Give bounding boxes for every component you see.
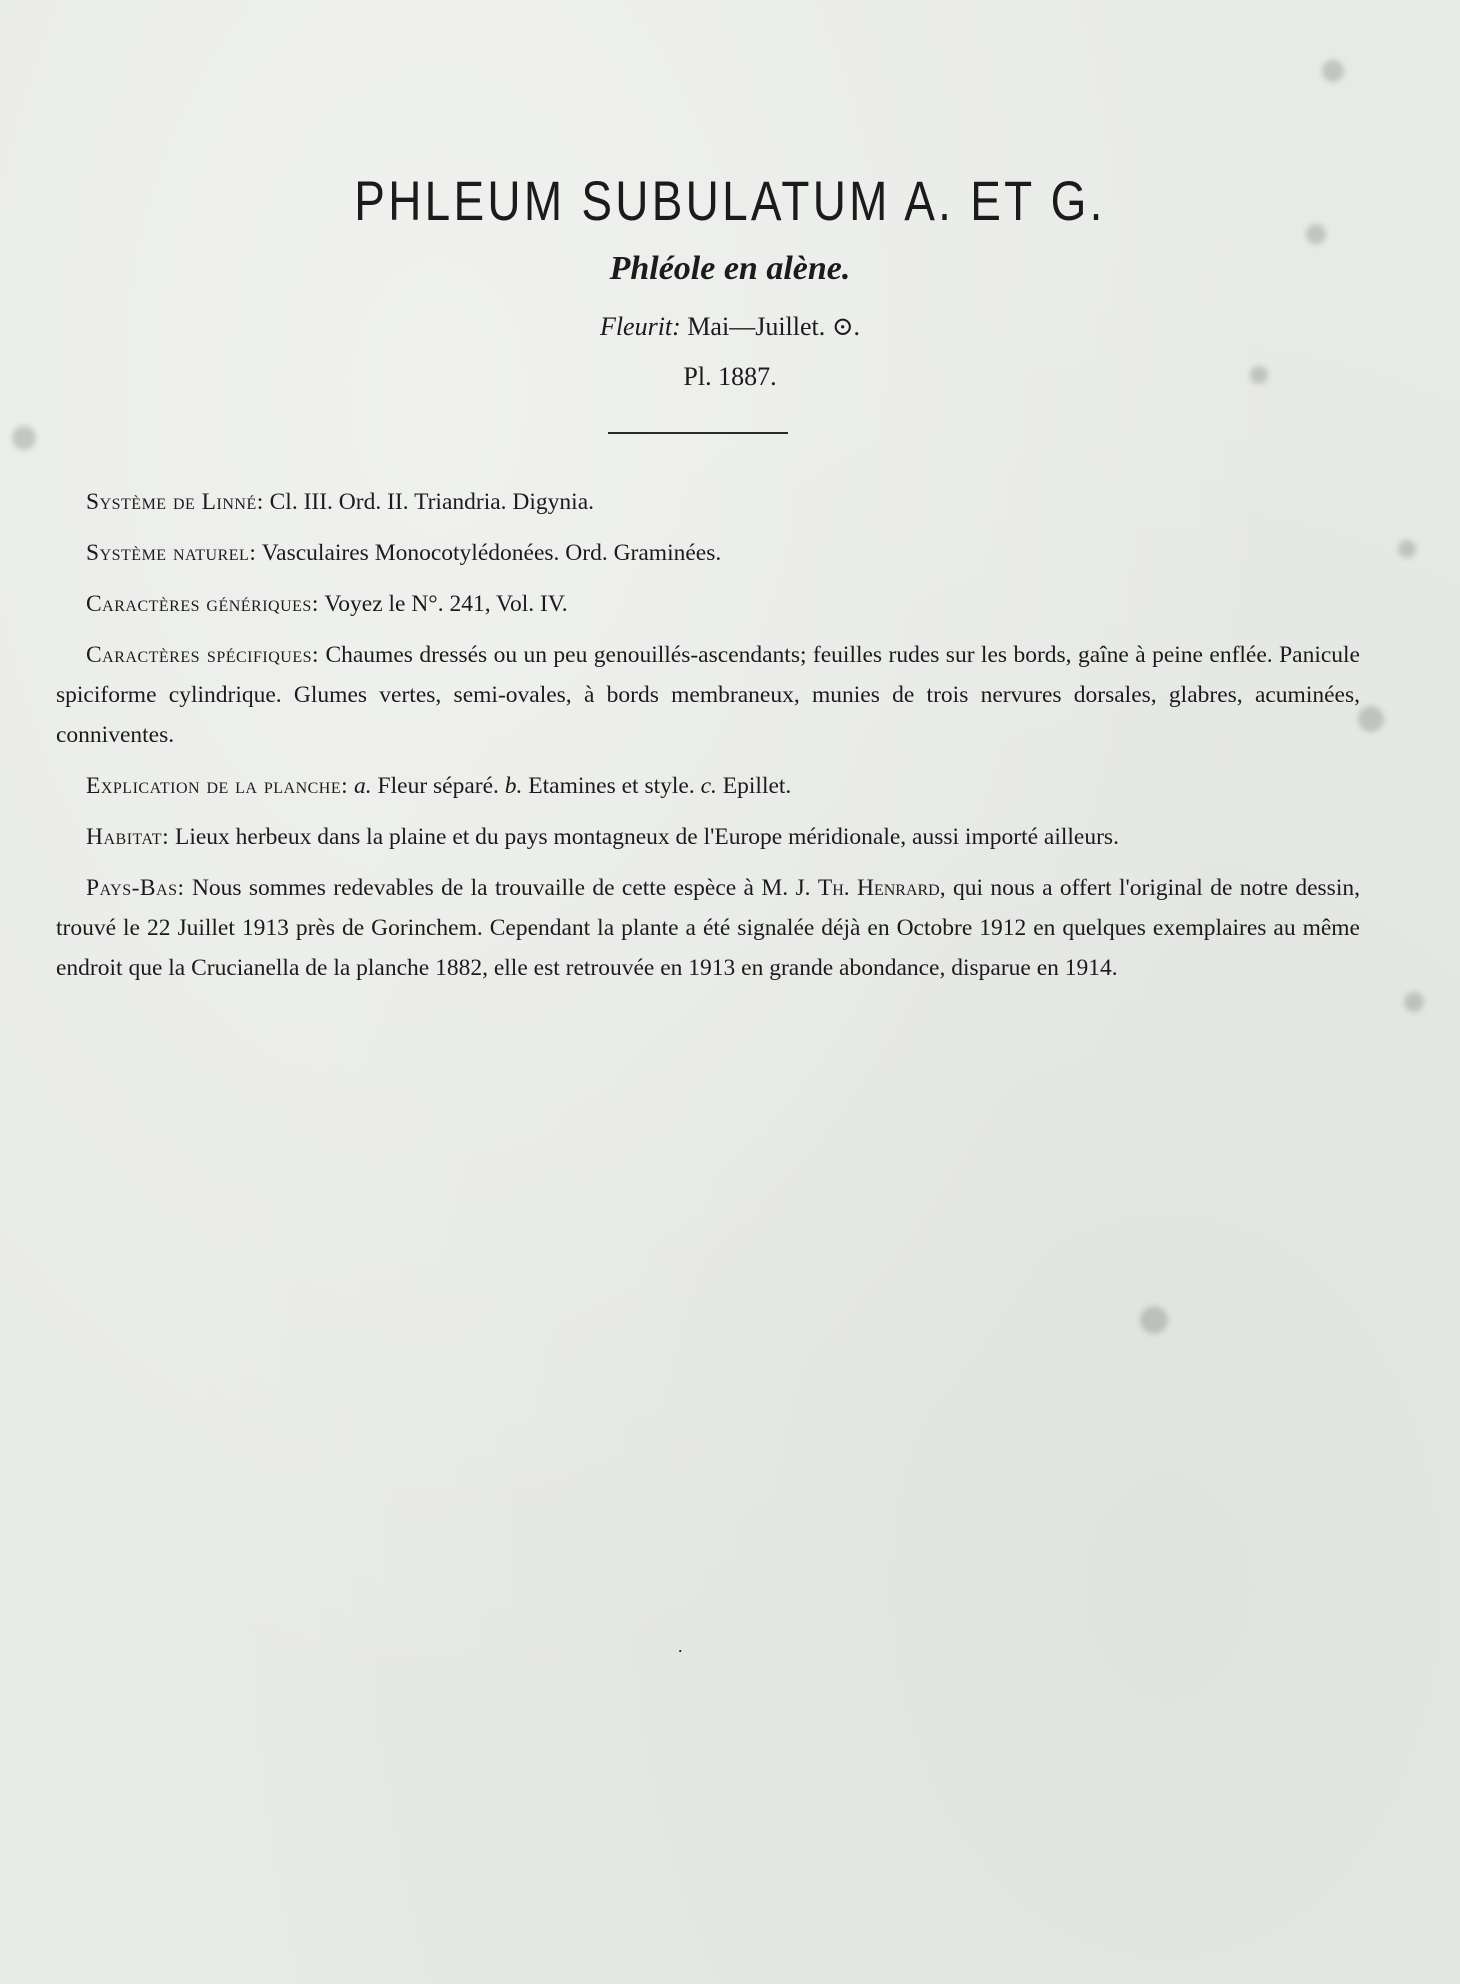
section-text: Vasculaires Monocotylédonées. Ord. Graminées. xyxy=(256,540,722,566)
flowering-line xyxy=(0,312,1460,342)
paper-spot xyxy=(1404,992,1424,1012)
page-subtitle: Phléole en alène. xyxy=(609,250,851,287)
section-heading: Caractères génériques: xyxy=(86,591,319,617)
page-mark: . xyxy=(678,1636,683,1656)
section-specifiques xyxy=(56,635,1360,755)
section-heading: Pays-Bas: xyxy=(86,875,185,901)
section-generiques xyxy=(56,584,1360,624)
paper-spot xyxy=(1358,706,1384,732)
description-body xyxy=(56,482,1360,999)
section-text: Lieux herbeux dans la plaine et du pays montagneux de l'Europe méridionale, aussi importé ailleurs. xyxy=(169,824,1119,850)
section-heading: Habitat: xyxy=(86,824,170,850)
section-linne xyxy=(56,482,1360,522)
section-heading: Système de Linné: xyxy=(86,489,264,515)
figure-label-b: b. xyxy=(504,773,523,799)
flowering-label: Fleurit: xyxy=(599,312,681,341)
paper-spot xyxy=(12,426,36,450)
section-text: Cl. III. Ord. II. Triandria. Digynia. xyxy=(263,489,595,515)
page-title: PHLEUM SUBULATUM A. ET G. xyxy=(354,169,1106,232)
person-name: Th. Henrard xyxy=(817,875,940,901)
paper-spot xyxy=(1322,60,1344,82)
section-pays-bas xyxy=(56,868,1360,988)
flowering-value: Mai—Juillet. ⊙. xyxy=(687,312,861,341)
figure-label-c: c. xyxy=(700,773,717,799)
paper-spot xyxy=(1398,540,1416,558)
section-heading: Caractères spécifiques: xyxy=(86,642,320,668)
section-explication xyxy=(56,766,1360,806)
section-naturel xyxy=(56,533,1360,573)
paper-spot xyxy=(1140,1306,1168,1334)
plate-number: Pl. 1887. xyxy=(683,362,777,391)
section-text: Nous sommes redevables de la trouvaille de cette espèce à M. J. xyxy=(184,875,818,901)
section-habitat xyxy=(56,817,1360,857)
divider xyxy=(608,432,788,434)
section-text: Voyez le N°. 241, Vol. IV. xyxy=(318,591,568,617)
section-text: Chaumes dressés ou un peu genouillés-ascendants; feuilles rudes sur les bords, gaîne à peine enflée. Panicule spiciforme cylindrique. Glumes vertes, semi-ovales, à bords membraneux, munies de trois nervures dorsales, glabres, acuminées, conniventes. xyxy=(56,642,1360,748)
section-heading: Explication de la planche: xyxy=(86,773,349,799)
section-text: , qui nous a offert l'original de notre dessin, trouvé le 22 Juillet 1913 près de Gorinchem. Cependant la plante a été signalée déjà en Octobre 1912 en quelques exemplaires au même endroit que la Crucianella de la planche 1882, elle est retrouvée en 1913 en grande abondance, disparue en 1914. xyxy=(56,875,1360,981)
figure-text-c: Epillet. xyxy=(716,773,792,799)
figure-label-a: a. xyxy=(354,773,372,799)
section-heading: Système naturel: xyxy=(86,540,257,566)
figure-text-b: Etamines et style. xyxy=(522,773,701,799)
figure-text-a: Fleur séparé. xyxy=(371,773,505,799)
